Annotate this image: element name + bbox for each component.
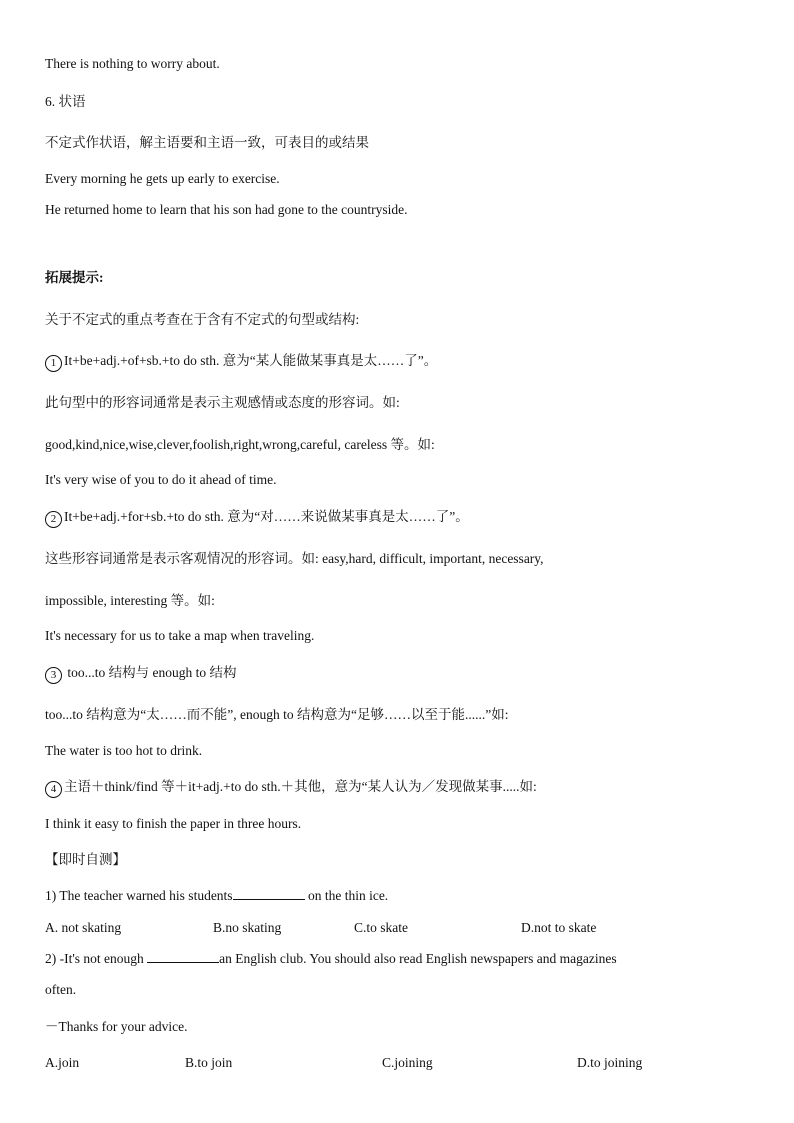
example-sentence: The water is too hot to drink. bbox=[45, 743, 203, 758]
question-text: on the thin ice. bbox=[304, 888, 389, 903]
answer-blank[interactable] bbox=[147, 950, 219, 963]
option-d[interactable]: D.not to skate bbox=[521, 920, 597, 935]
example-sentence: I think it easy to finish the paper in three hours. bbox=[45, 816, 302, 831]
example-sentence: It's necessary for us to take a map when traveling. bbox=[45, 628, 315, 643]
circled-number: 2 bbox=[45, 511, 62, 528]
text-line: too...to 结构意为“太……而不能”, enough to 结构意为“足够……以至于能......”如: bbox=[45, 707, 509, 722]
pattern-line bbox=[45, 664, 237, 684]
example-sentence: It's very wise of you to do it ahead of time. bbox=[45, 472, 277, 487]
question-text: often. bbox=[45, 982, 77, 997]
text-line: There is nothing to worry about. bbox=[45, 56, 220, 71]
option-b[interactable]: B.no skating bbox=[213, 920, 282, 935]
dialogue-reply: －Thanks for your advice. bbox=[45, 1019, 188, 1034]
option-d[interactable]: D.to joining bbox=[577, 1055, 643, 1070]
option-a[interactable]: A. not skating bbox=[45, 920, 122, 935]
pattern-line bbox=[45, 778, 537, 798]
question-text: 1) The teacher warned his students bbox=[45, 888, 233, 903]
section-heading: 【即时自测】 bbox=[45, 852, 126, 867]
example-sentence: Every morning he gets up early to exercise. bbox=[45, 171, 280, 186]
text-line: 不定式作状语，解主语要和主语一致，可表目的或结果 bbox=[45, 135, 369, 150]
text-line: impossible, interesting 等。如: bbox=[45, 593, 215, 608]
question-stem bbox=[45, 950, 617, 968]
option-c[interactable]: C.to skate bbox=[354, 920, 408, 935]
answer-blank[interactable] bbox=[233, 887, 305, 900]
example-sentence: He returned home to learn that his son had gone to the countryside. bbox=[45, 202, 408, 217]
option-c[interactable]: C.joining bbox=[382, 1055, 433, 1070]
question-stem bbox=[45, 887, 388, 905]
option-a[interactable]: A.join bbox=[45, 1055, 80, 1070]
pattern-line bbox=[45, 508, 469, 528]
circled-number: 4 bbox=[45, 781, 62, 798]
pattern-text: 主语＋think/find 等＋it+adj.+to do sth.＋其他，意为“某人认为／发现做某事.....如: bbox=[64, 779, 537, 794]
text-line: 这些形容词通常是表示客观情况的形容词。如: easy,hard, difficult, important, necessary, bbox=[45, 551, 544, 566]
section-heading: 6. 状语 bbox=[45, 94, 86, 109]
option-b[interactable]: B.to join bbox=[185, 1055, 233, 1070]
pattern-line bbox=[45, 352, 437, 372]
pattern-text: It+be+adj.+of+sb.+to do sth. 意为“某人能做某事真是太……了”。 bbox=[64, 353, 438, 368]
text-line: good,kind,nice,wise,clever,foolish,right,wrong,careful, careless 等。如: bbox=[45, 437, 435, 452]
pattern-text: too...to 结构与 enough to 结构 bbox=[64, 665, 237, 680]
circled-number: 3 bbox=[45, 667, 62, 684]
pattern-text: It+be+adj.+for+sb.+to do sth. 意为“对……来说做某事真是太……了”。 bbox=[64, 509, 469, 524]
section-heading: 拓展提示: bbox=[45, 270, 104, 285]
text-line: 关于不定式的重点考查在于含有不定式的句型或结构: bbox=[45, 312, 360, 327]
text-line: 此句型中的形容词通常是表示主观感情或态度的形容词。如: bbox=[45, 395, 400, 410]
question-text: 2) -It's not enough bbox=[45, 951, 148, 966]
question-text: an English club. You should also read English newspapers and magazines bbox=[219, 951, 617, 966]
circled-number: 1 bbox=[45, 355, 62, 372]
